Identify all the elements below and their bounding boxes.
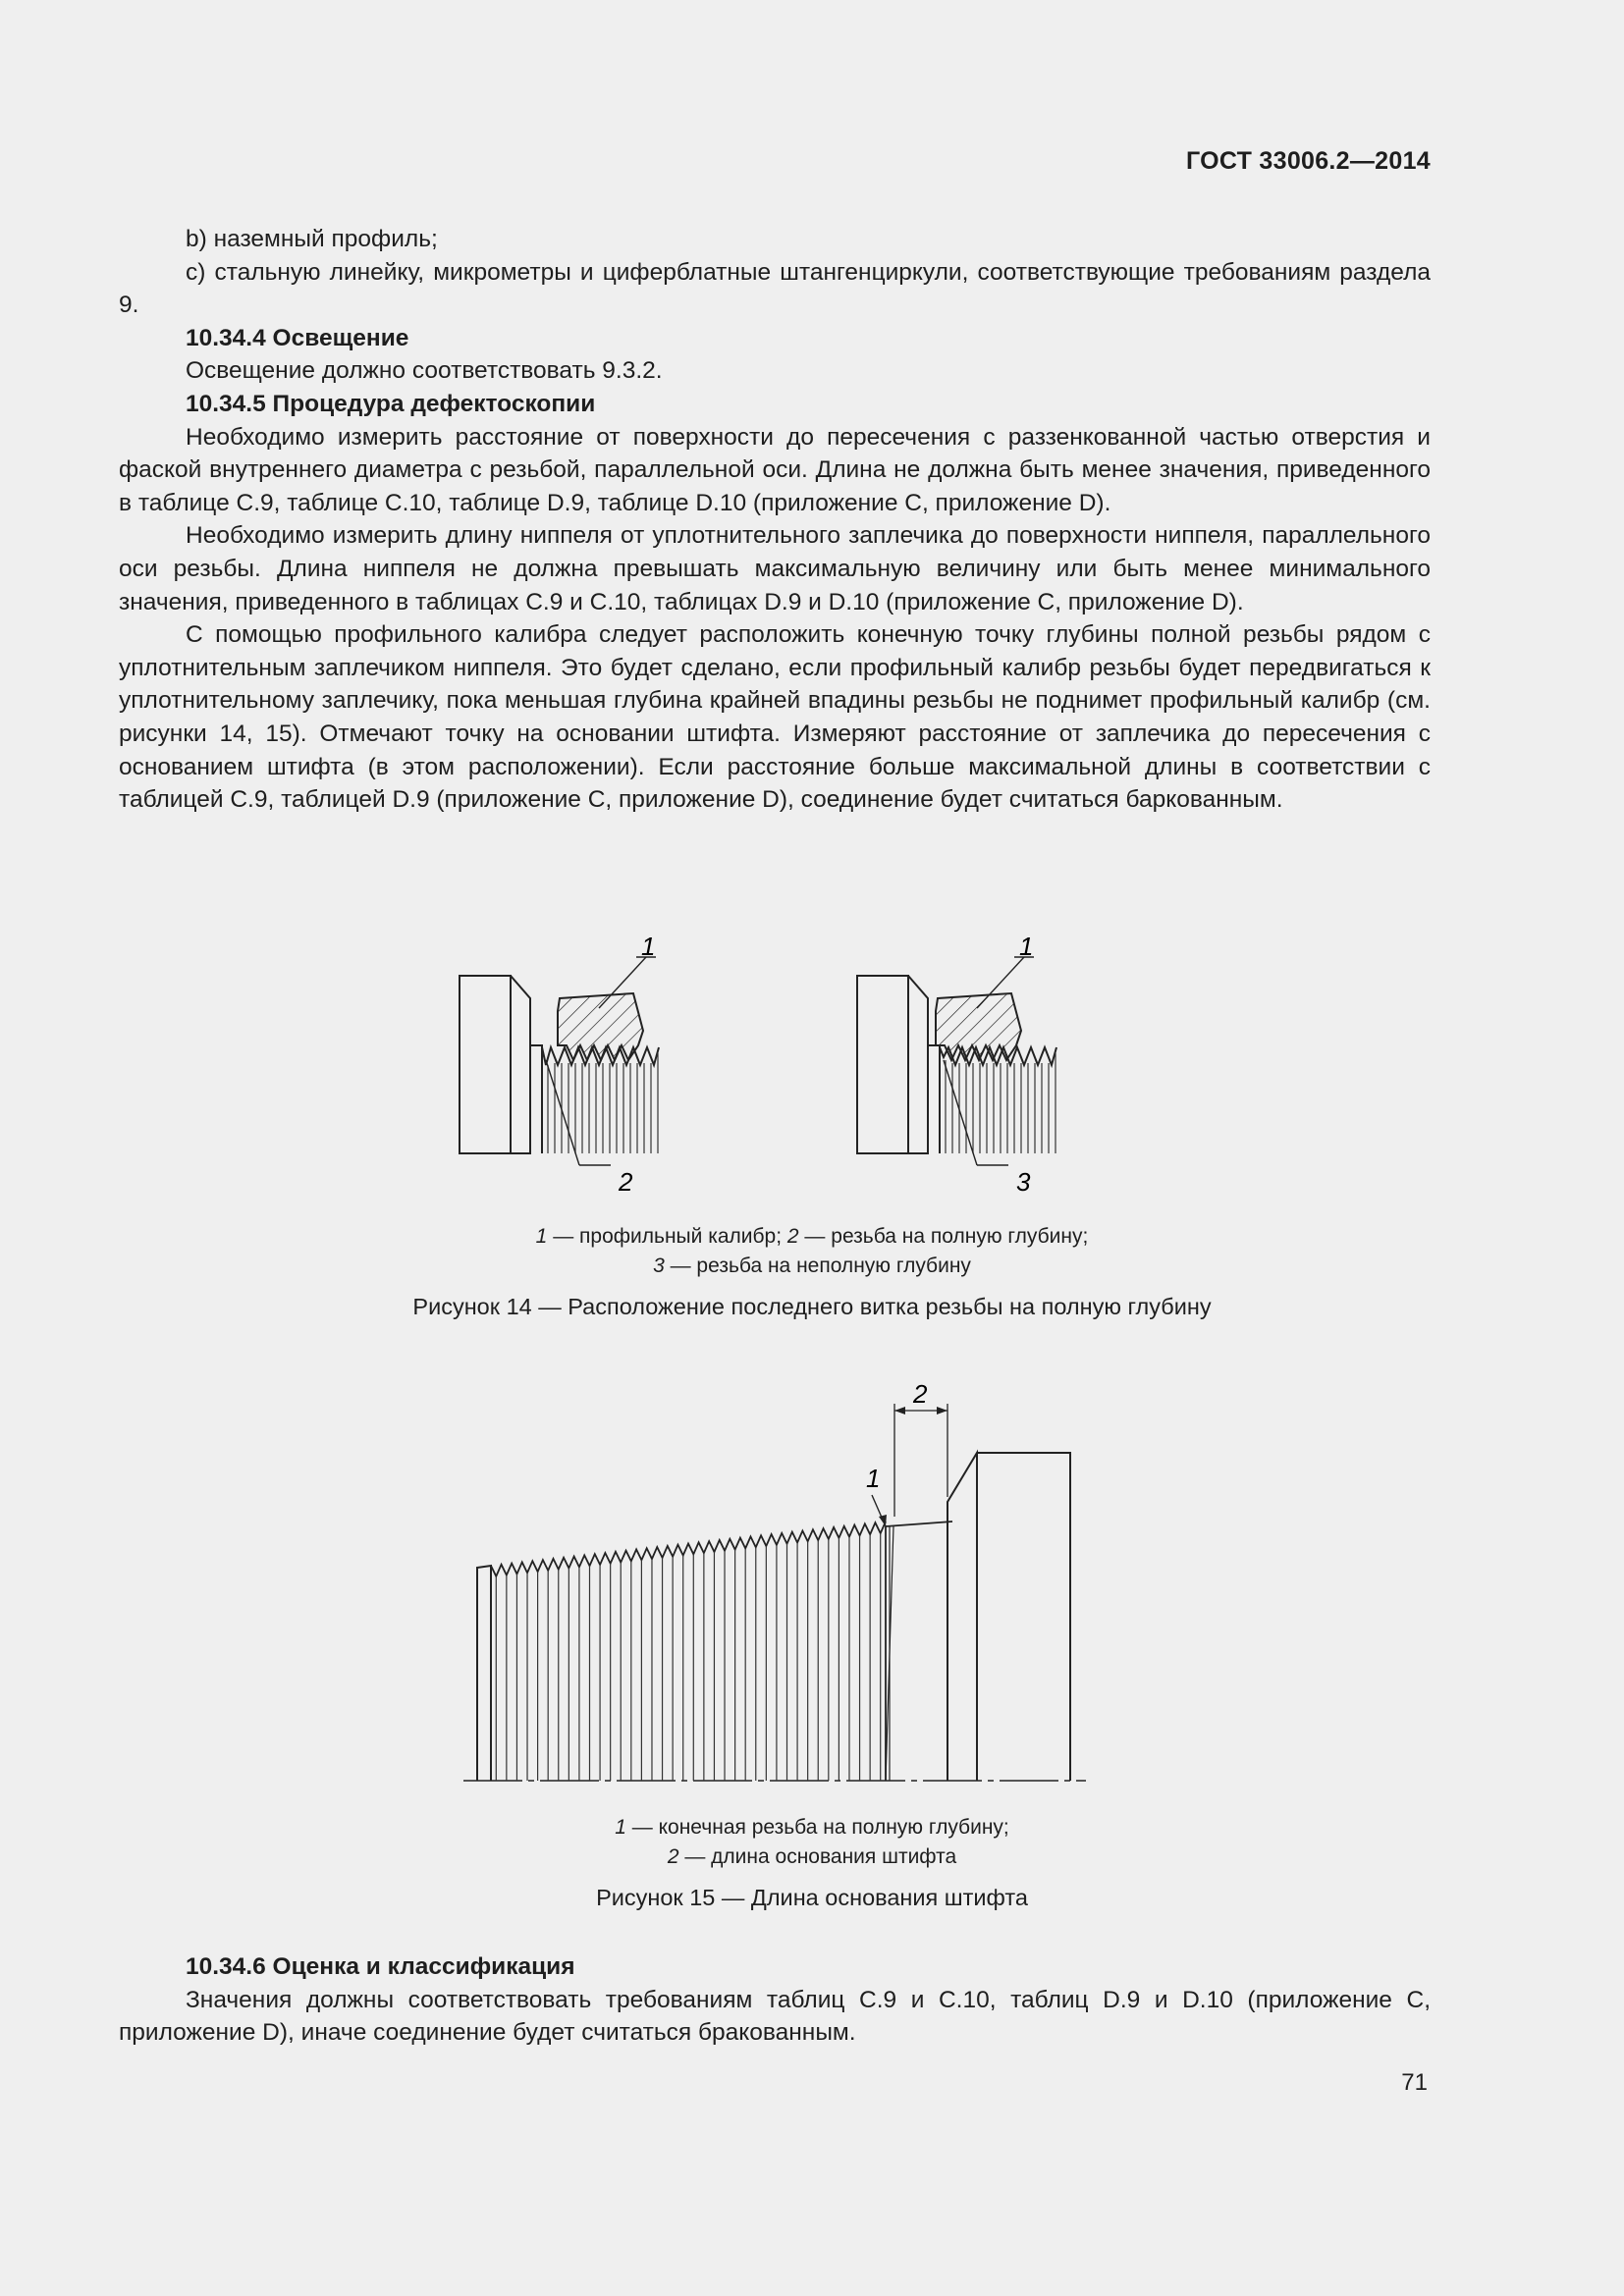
- callout-3: 3: [1016, 1167, 1031, 1197]
- paragraph-2: Необходимо измерить длину ниппеля от уплотнительного заплечика до поверхности ниппеля, параллельного оси резьбы. Длина ниппеля не должна превышать максимальную величину или быть менее минимального значения, приведенного в таблицах C.9 и C.10, таблицах D.9 и D.10 (приложение C, приложение D).: [119, 522, 1431, 615]
- figure-14-legend-line-2: 3 — резьба на неполную глубину: [653, 1255, 971, 1277]
- callout-2: 2: [619, 1167, 633, 1197]
- figure-15-legend-line-2: 2 — длина основания штифта: [667, 1845, 957, 1868]
- thread-roots: [496, 1533, 880, 1781]
- paragraph-3: С помощью профильного калибра следует расположить конечную точку глубины полной резьбы рядом с уплотнительным заплечиком ниппеля. Это будет сделано, если профильный калибр резьбы будет передвигаться к уплотнительному заплечику, пока меньшая глубина крайней впадины резьбы не поднимет профильный калибр (см. рисунки 14, 15). Отмечают точку на основании штифта. Измеряют расстояние от заплечика до пересечения с основанием штифта (в этом расположении). Если расстояние больше максимальной длины в соответствии с таблицей C.9, таблицей D.9 (приложение C, приложение D), соединение будет считаться баркованным.: [119, 621, 1431, 814]
- callout-2-length: 2: [913, 1379, 928, 1409]
- figure-14-drawing: [432, 937, 1119, 1202]
- figure-15-legend-line-1: 1 — конечная резьба на полную глубину;: [615, 1816, 1009, 1839]
- upper-text: [119, 223, 1431, 817]
- list-item-b: b) наземный профиль;: [186, 226, 438, 252]
- figure-15-legend: [0, 1813, 1624, 1872]
- figure-14-right-view: [857, 937, 1056, 1197]
- section-10-34-4-text: Освещение должно соответствовать 9.3.2.: [186, 357, 663, 385]
- callout-1-left: 1: [641, 937, 656, 961]
- paragraph-1: Необходимо измерить расстояние от поверхности до пересечения с раззенкованной частью отверстия и фаской внутреннего диаметра с резьбой, параллельной оси. Длина не должна быть менее значения, приведенного в таблице C.9, таблице C.10, таблице D.9, таблице D.10 (приложение C, приложение D).: [119, 423, 1431, 516]
- lower-text: [119, 1950, 1431, 2050]
- section-10-34-6-title: 10.34.6 Оценка и классификация: [186, 1953, 575, 1980]
- page-number: 71: [1401, 2069, 1428, 2096]
- callout-1-end-thread: 1: [866, 1464, 881, 1493]
- figure-14-legend: [0, 1222, 1624, 1281]
- figure-15-caption: Рисунок 15 — Длина основания штифта: [596, 1885, 1028, 1910]
- figure-14-legend-line-1: 1 — профильный калибр; 2 — резьба на полную глубину;: [535, 1225, 1089, 1248]
- paragraph-4: Значения должны соответствовать требованиям таблиц C.9 и C.10, таблиц D.9 и D.10 (приложение C, приложение D), иначе соединение будет считаться бракованным.: [119, 1986, 1431, 2047]
- standard-header: ГОСТ 33006.2—2014: [1185, 147, 1431, 175]
- section-10-34-5-title: 10.34.5 Процедура дефектоскопии: [186, 390, 596, 417]
- thread-profile: [491, 1522, 886, 1576]
- list-item-c: c) стальную линейку, микрометры и циферблатные штангенциркули, соответствующие требованиям раздела 9.: [119, 258, 1431, 319]
- section-10-34-4-title: 10.34.4 Освещение: [186, 324, 409, 351]
- callout-1-right: 1: [1019, 937, 1034, 961]
- figure-15-drawing: [461, 1379, 1090, 1791]
- figure-14-caption: Рисунок 14 — Расположение последнего витка резьбы на полную глубину: [412, 1294, 1212, 1319]
- figure-14-left-view: [460, 937, 659, 1197]
